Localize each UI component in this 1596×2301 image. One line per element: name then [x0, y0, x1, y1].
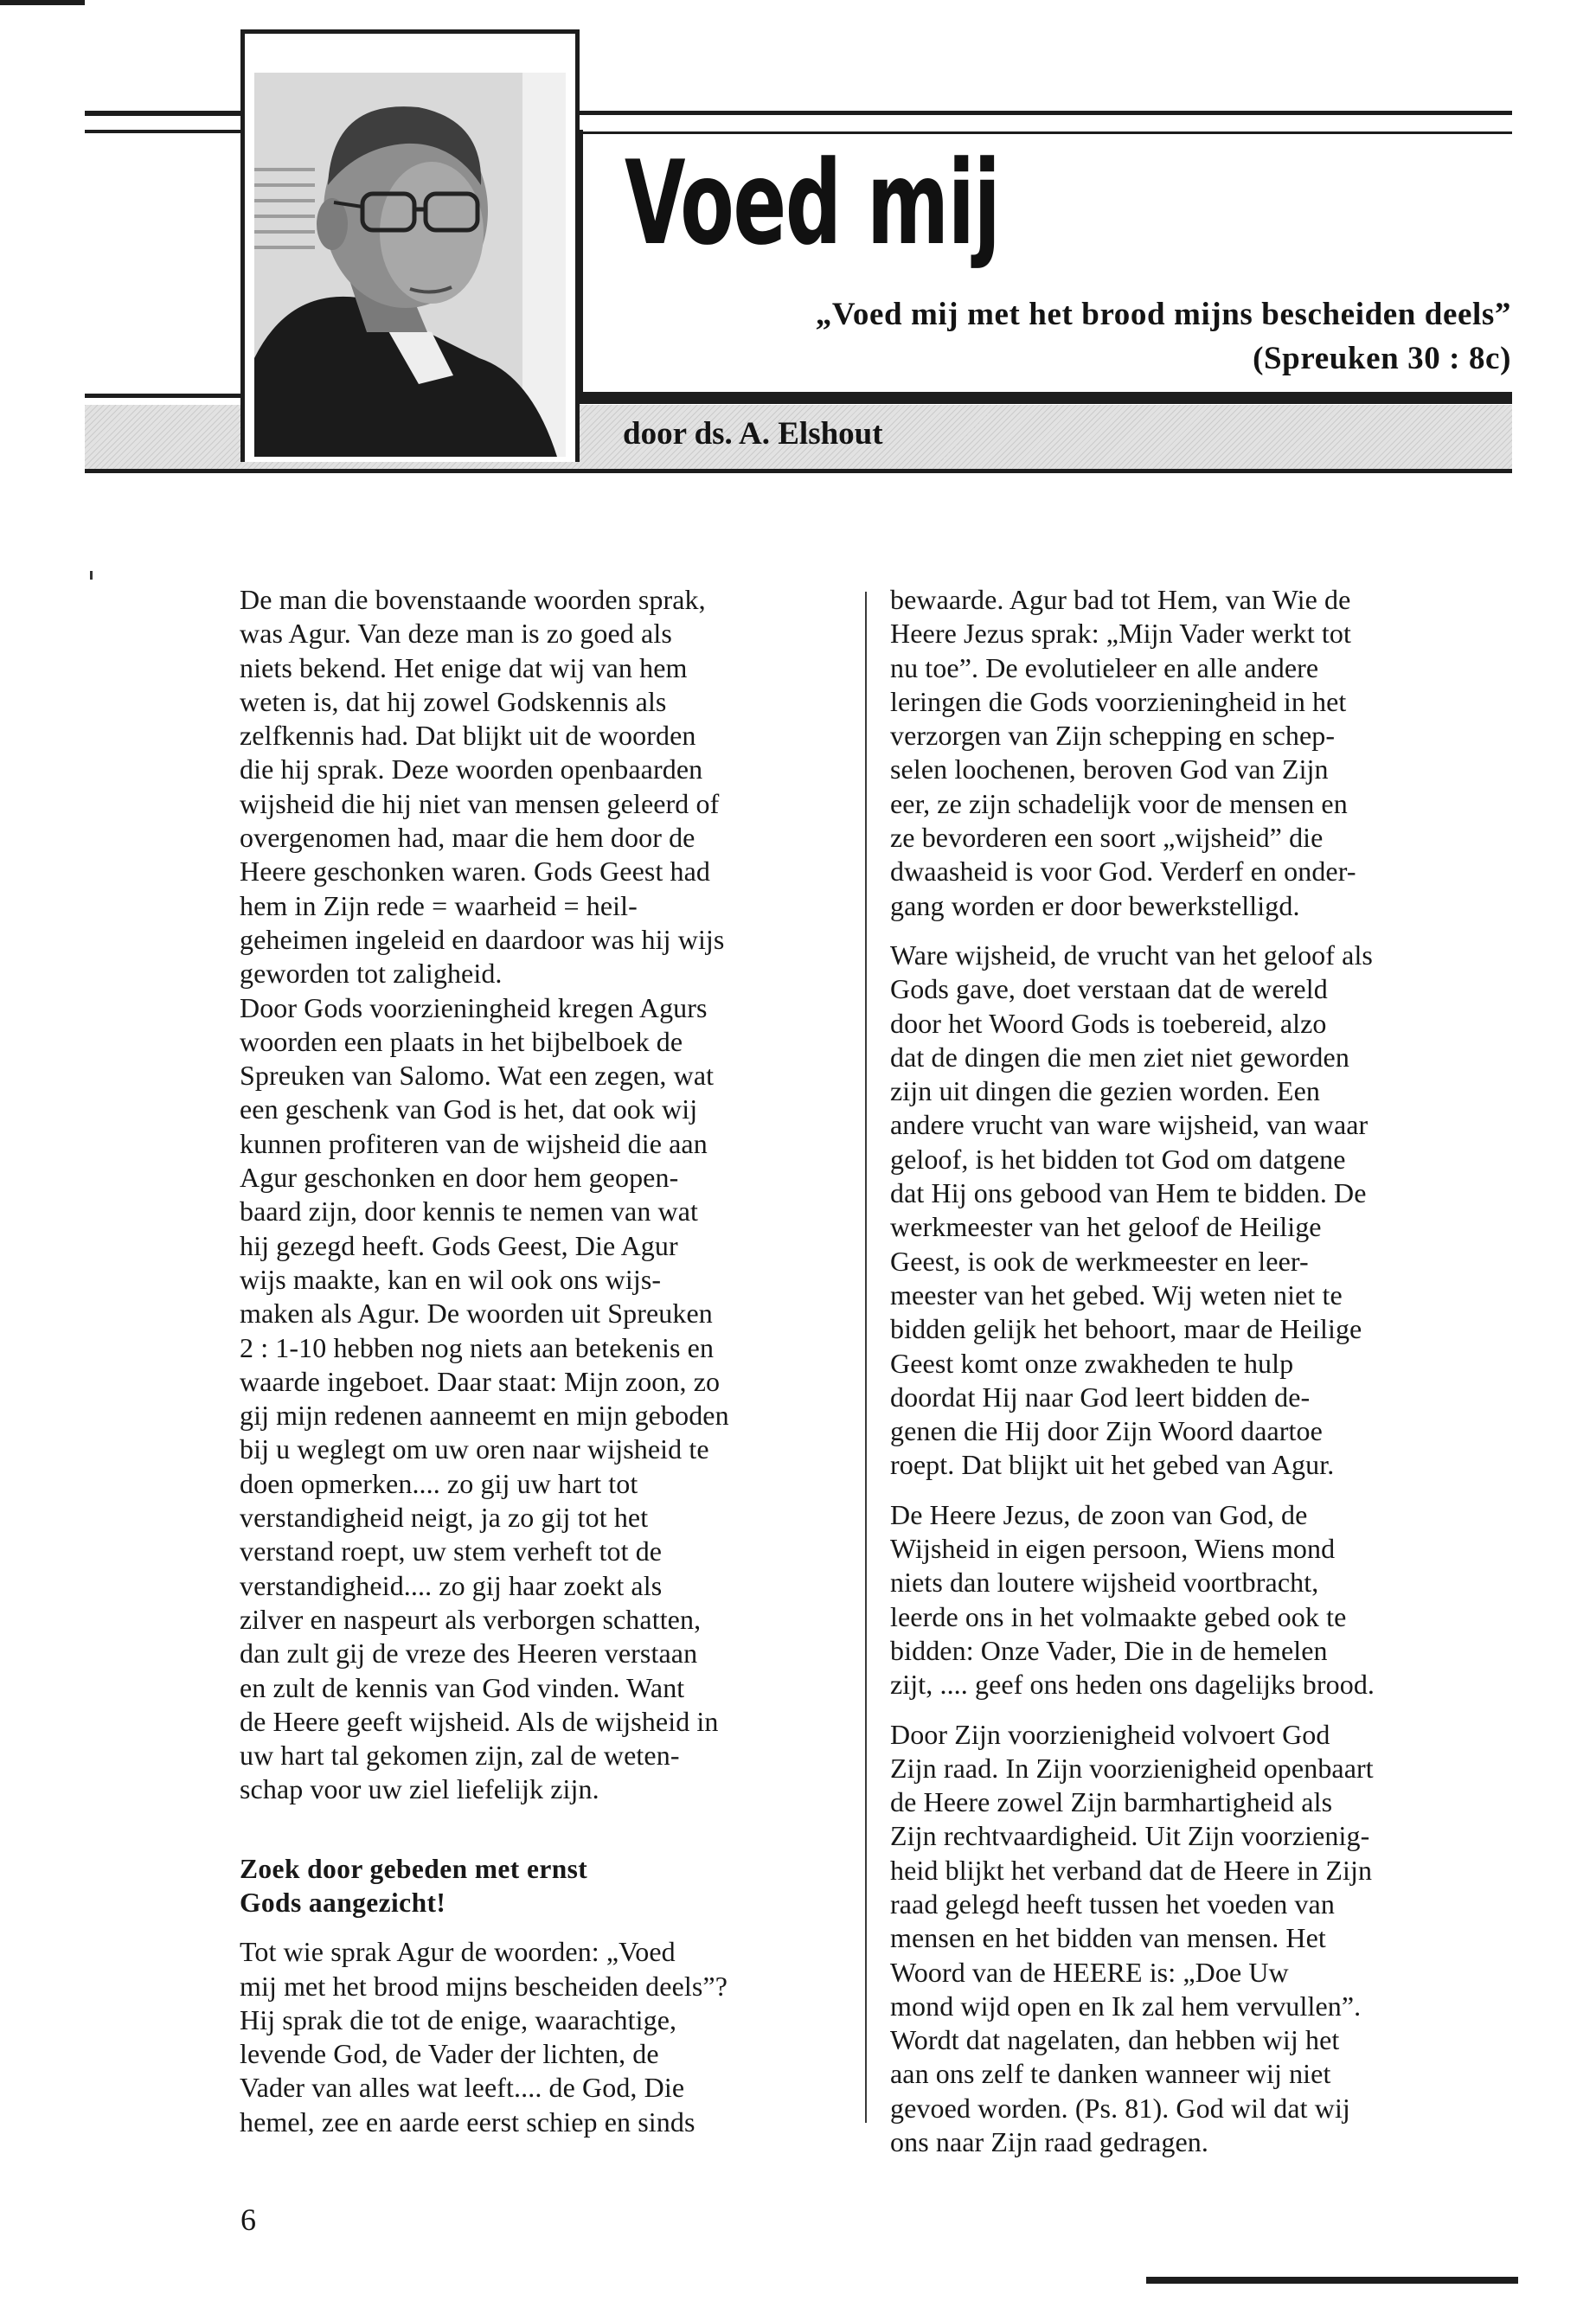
text-line: bewaarde. Agur bad tot Hem, van Wie de	[890, 584, 1351, 615]
corner-mark	[1146, 2277, 1518, 2284]
text-line: woorden een plaats in het bijbelboek de	[240, 1025, 683, 1057]
epigraph-quote	[816, 292, 1511, 381]
text-line: zijt, .... geef ons heden ons dagelijks brood.	[890, 1669, 1375, 1701]
text-line: verstandigheid neigt, ja zo gij tot het	[240, 1502, 649, 1534]
text-line: raad gelegd heeft tussen het voeden van	[890, 1888, 1335, 1920]
text-line: overgenomen had, maar die hem door de	[240, 822, 695, 854]
text-line: waarde ingeboet. Daar staat: Mijn zoon, zo	[240, 1365, 721, 1397]
text-line: weten is, dat hij zowel Godskennis als	[240, 685, 667, 717]
text-line: heid blijkt het verband dat de Heere in Zijn	[890, 1854, 1373, 1886]
text-line: Agur geschonken en door hem geopen-	[240, 1162, 679, 1194]
text-line: De man die bovenstaande woorden sprak,	[240, 584, 706, 615]
print-speck	[90, 571, 93, 580]
text-line: werkmeester van het geloof de Heilige	[890, 1211, 1322, 1243]
text-line: Geest, is ook de werkmeester en leer-	[890, 1245, 1309, 1277]
text-line: wijsheid die hij niet van mensen geleerd of	[240, 787, 720, 819]
text-line: dat de dingen die men ziet niet geworden	[890, 1041, 1349, 1073]
spacer	[240, 1920, 845, 1935]
text-line: niets bekend. Het enige dat wij van hem	[240, 651, 688, 683]
header-rule-bottom	[85, 469, 1512, 473]
text-line: Heere Jezus sprak: „Mijn Vader werkt tot	[890, 618, 1352, 650]
left-paragraph-1	[240, 583, 845, 991]
header-rule-left-top-2	[85, 130, 240, 133]
author-photo	[254, 73, 566, 457]
text-line: en zult de kennis van God vinden. Want	[240, 1671, 685, 1703]
text-line: Gods gave, doet verstaan dat de wereld	[890, 973, 1328, 1005]
text-line: door het Woord Gods is toebereid, alzo	[890, 1007, 1327, 1039]
text-line: was Agur. Van deze man is zo goed als	[240, 618, 672, 650]
text-line: De Heere Jezus, de zoon van God, de	[890, 1498, 1308, 1530]
text-line: doen opmerken.... zo gij uw hart tot	[240, 1467, 638, 1499]
text-line: bidden: Onze Vader, Die in de hemelen	[890, 1634, 1328, 1666]
text-line: schap voor uw ziel liefelijk zijn.	[240, 1773, 599, 1805]
text-line: kunnen profiteren van de wijsheid die aan	[240, 1127, 708, 1159]
header-rule-right-top	[580, 111, 1512, 115]
text-line: wijs maakte, kan en wil ook ons wijs-	[240, 1263, 662, 1295]
text-line: hemel, zee en aarde eerst schiep en sinds	[240, 2106, 695, 2138]
text-line: Zijn raad. In Zijn voorzienigheid openbaart	[890, 1752, 1374, 1784]
text-line: hem in Zijn rede = waarheid = heil-	[240, 889, 638, 921]
text-line: eer, ze zijn schadelijk voor de mensen en	[890, 787, 1348, 819]
text-line: nu toe”. De evolutieleer en alle andere	[890, 651, 1319, 683]
text-line: die hij sprak. Deze woorden openbaarden	[240, 753, 703, 785]
text-line: zilver en naspeurt als verborgen schatten,	[240, 1603, 702, 1635]
text-line: hij gezegd heeft. Gods Geest, Die Agur	[240, 1229, 678, 1261]
text-line: baard zijn, door kennis te nemen van wat	[240, 1195, 699, 1227]
epigraph-reference: (Spreuken 30 : 8c)	[1253, 341, 1511, 376]
text-line: niets dan loutere wijsheid voortbracht,	[890, 1567, 1319, 1599]
text-line: maken als Agur. De woorden uit Spreuken	[240, 1298, 713, 1330]
text-line: Wordt dat nagelaten, dan hebben wij het	[890, 2024, 1340, 2056]
header-rule-left-bottom	[85, 394, 240, 398]
text-line: andere vrucht van ware wijsheid, van waar	[890, 1109, 1368, 1141]
text-line: dan zult gij de vreze des Heeren verstaan	[240, 1638, 698, 1670]
text-line: genen die Hij door Zijn Woord daartoe	[890, 1415, 1323, 1447]
text-line: Zijn rechtvaardigheid. Uit Zijn voorzienig-	[890, 1820, 1370, 1852]
header-rule-right-top-2	[580, 131, 1512, 134]
text-line: Woord van de HEERE is: „Doe Uw	[890, 1956, 1289, 1988]
right-paragraph-1	[890, 583, 1496, 923]
text-line: Ware wijsheid, de vrucht van het geloof als	[890, 939, 1373, 971]
text-line: doordat Hij naar God leert bidden de-	[890, 1381, 1311, 1413]
text-line: 2 : 1-10 hebben nog niets aan betekenis en	[240, 1331, 715, 1363]
spacer	[890, 923, 1496, 939]
column-divider	[865, 592, 867, 2123]
text-line: een geschenk van God is het, dat ook wij	[240, 1093, 698, 1125]
text-line: verstand roept, uw stem verheft tot de	[240, 1535, 663, 1567]
header-inner-border	[580, 130, 583, 398]
header-rule-left-top	[85, 111, 240, 116]
right-paragraph-2	[890, 939, 1496, 1483]
text-line: dat Hij ons gebood van Hem te bidden. De	[890, 1177, 1367, 1209]
page-number: 6	[240, 2202, 256, 2237]
text-line: leerde ons in het volmaakte gebed ook te	[890, 1600, 1347, 1632]
header-rule-right-bottom	[580, 392, 1512, 404]
left-paragraph-2	[240, 991, 845, 1807]
right-paragraph-4	[890, 1718, 1496, 2160]
text-line: gevoed worden. (Ps. 81). God wil dat wij	[890, 2092, 1350, 2124]
author-byline: door ds. A. Elshout	[623, 416, 883, 452]
text-line: mond wijd open en Ik zal hem vervullen”.	[890, 1990, 1362, 2022]
right-paragraph-3	[890, 1498, 1496, 1702]
text-line: selen loochenen, beroven God van Zijn	[890, 753, 1329, 785]
text-line: geheimen ingeleid en daardoor was hij wijs	[240, 923, 725, 955]
section-subheading	[240, 1852, 845, 1920]
text-line: Heere geschonken waren. Gods Geest had	[240, 856, 711, 888]
text-line: Spreuken van Salomo. Wat een zegen, wat	[240, 1060, 715, 1092]
text-line: ons naar Zijn raad gedragen.	[890, 2126, 1208, 2158]
text-line: roept. Dat blijkt uit het gebed van Agur.	[890, 1449, 1335, 1481]
text-line: Wijsheid in eigen persoon, Wiens mond	[890, 1533, 1336, 1565]
text-line: Tot wie sprak Agur de woorden: „Voed	[240, 1936, 676, 1968]
left-paragraph-3	[240, 1935, 845, 2139]
right-column	[890, 583, 1496, 2159]
text-line: de Heere geeft wijsheid. Als de wijsheid in	[240, 1705, 719, 1737]
author-portrait-icon	[254, 73, 566, 457]
text-line: levende God, de Vader der lichten, de	[240, 2038, 659, 2070]
text-line: gij mijn redenen aanneemt en mijn geboden	[240, 1400, 729, 1432]
spacer	[240, 1807, 845, 1852]
text-line: mij met het brood mijns bescheiden deels”?	[240, 1970, 728, 2002]
article-title: Voed mij	[625, 136, 1000, 271]
text-line: Hij sprak die tot de enige, waarachtige,	[240, 2003, 677, 2035]
text-line: bidden gelijk het behoort, maar de Heilige	[890, 1313, 1362, 1345]
spacer	[890, 1483, 1496, 1498]
text-line: mensen en het bidden van mensen. Het	[890, 1922, 1326, 1954]
text-line: uw hart tal gekomen zijn, zal de weten-	[240, 1740, 680, 1772]
text-line: geloof, is het bidden tot God om datgene	[890, 1143, 1346, 1175]
text-line: aan ons zelf te danken wanneer wij niet	[890, 2058, 1331, 2090]
text-line: gang worden er door bewerkstelligd.	[890, 889, 1300, 921]
text-line: meester van het gebed. Wij weten niet te	[890, 1279, 1343, 1311]
text-line: zelfkennis had. Dat blijkt uit de woorden	[240, 720, 696, 752]
text-line: leringen die Gods voorzieningheid in het	[890, 685, 1347, 717]
text-line: verstandigheid.... zo gij haar zoekt als	[240, 1569, 663, 1601]
text-line: zijn uit dingen die gezien worden. Een	[890, 1075, 1320, 1107]
text-line: ze bevorderen een soort „wijsheid” die	[890, 822, 1324, 854]
text-line: de Heere zowel Zijn barmhartigheid als	[890, 1786, 1333, 1818]
text-line: geworden tot zaligheid.	[240, 958, 503, 990]
corner-mark	[0, 0, 85, 5]
subheading-line: Gods aangezicht!	[240, 1887, 446, 1918]
epigraph-text: „Voed mij met het brood mijns bescheiden deels”	[815, 297, 1511, 332]
text-line: dwaasheid is voor God. Verderf en onder-	[890, 856, 1356, 888]
text-line: verzorgen van Zijn schepping en schep-	[890, 720, 1336, 752]
left-column	[240, 583, 845, 2139]
text-line: Door Gods voorzieningheid kregen Agurs	[240, 991, 708, 1023]
subheading-line: Zoek door gebeden met ernst	[240, 1853, 588, 1884]
text-line: Door Zijn voorzienigheid volvoert God	[890, 1718, 1330, 1750]
text-line: Geest komt onze zwakheden te hulp	[890, 1347, 1294, 1379]
text-line: bij u weglegt om uw oren naar wijsheid te	[240, 1433, 709, 1465]
spacer	[890, 1702, 1496, 1718]
text-line: Vader van alles wat leeft.... de God, Die	[240, 2072, 685, 2104]
